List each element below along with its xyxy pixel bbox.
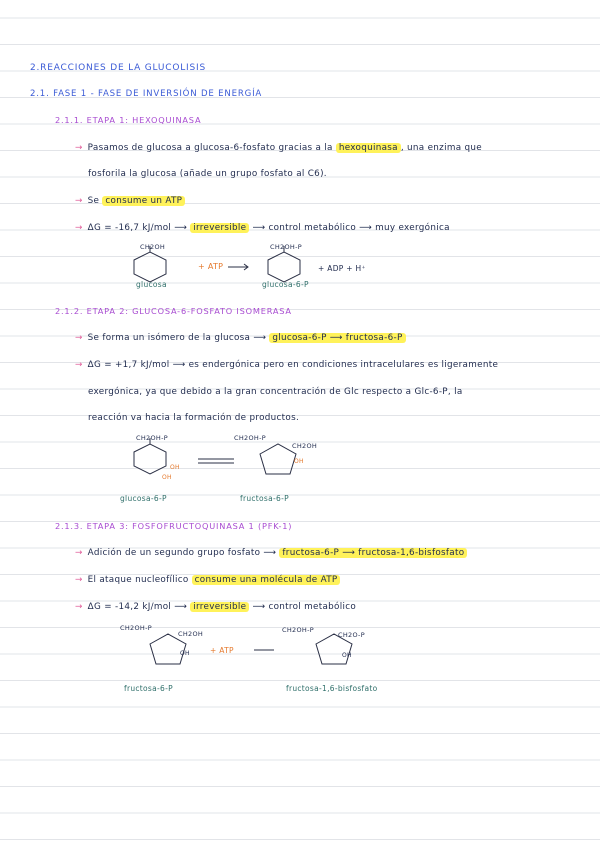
step3-line1: → Adición de un segundo grupo fosfato ⟶ fructosa-6-P ⟶ fructosa-1,6-bisfosfato <box>75 548 467 558</box>
bullet-arrow-icon: → <box>75 575 83 585</box>
step2-line1: → Se forma un isómero de la glucosa ⟶ glucosa-6-P ⟶ fructosa-6-P <box>75 333 406 343</box>
step2-reaction-figure <box>110 432 340 508</box>
step1-title: 2.1.1. ETAPA 1: HEXOQUINASA <box>55 115 202 125</box>
group-label: CH2OH-P <box>136 434 168 442</box>
right-name: fructosa-6-P <box>240 494 289 503</box>
highlight: irreversible <box>190 602 249 612</box>
bullet-arrow-icon: → <box>75 548 83 558</box>
left-name: fructosa-6-P <box>124 684 173 693</box>
step2-line2: → ΔG = +1,7 kJ/mol ⟶ es endergónica pero en condiciones intracelulares es ligeramente <box>75 360 499 370</box>
highlight: glucosa-6-P ⟶ fructosa-6-P <box>269 333 405 343</box>
bullet-arrow-icon: → <box>75 143 83 153</box>
bullet-arrow-icon: → <box>75 602 83 612</box>
reactant-name: glucosa <box>136 280 167 289</box>
group-label: CH2OH-P <box>282 626 314 634</box>
products-label: + ADP + H⁺ <box>318 264 366 273</box>
step3-line3: → ΔG = -14,2 kJ/mol ⟶ irreversible ⟶ control metabólico <box>75 602 357 612</box>
highlight: consume una molécula de ATP <box>192 575 341 585</box>
step3-line2: → El ataque nucleofílico consume una molécula de ATP <box>75 575 340 585</box>
left-name: glucosa-6-P <box>120 494 167 503</box>
highlight: hexoquinasa <box>336 143 401 153</box>
step2-line4: reacción va hacia la formación de productos. <box>88 413 300 423</box>
plus-atp: + ATP <box>198 262 224 271</box>
oh-label: OH <box>180 650 190 657</box>
step1-reaction-figure <box>120 240 420 292</box>
highlight: fructosa-6-P ⟶ fructosa-1,6-bisfosfato <box>279 548 467 558</box>
plus-atp: + ATP <box>210 646 234 655</box>
oh-label: OH <box>342 652 352 659</box>
step1-line3: → Se consume un ATP <box>75 196 185 206</box>
product-name: glucosa-6-P <box>262 280 309 289</box>
group-label: CH2OH <box>292 442 318 450</box>
bullet-arrow-icon: → <box>75 333 83 343</box>
highlight: irreversible <box>190 223 249 233</box>
group-label: CH2OH-P <box>120 624 152 632</box>
oh-label: OH <box>162 474 172 481</box>
step1-line2: fosforila la glucosa (añade un grupo fosfato al C6). <box>88 169 327 179</box>
step1-line4: → ΔG = -16,7 kJ/mol ⟶ irreversible ⟶ control metabólico ⟶ muy exergónica <box>75 223 450 233</box>
section-title: 2.REACCIONES DE LA GLUCOLISIS <box>30 63 206 73</box>
right-name: fructosa-1,6-bisfosfato <box>286 684 378 693</box>
group-label: CH2OH-P <box>234 434 266 442</box>
oh-label: OH <box>170 464 180 471</box>
step1-line1: → Pasamos de glucosa a glucosa-6-fosfato gracias a la hexoquinasa , una enzima que <box>75 143 482 153</box>
bullet-arrow-icon: → <box>75 223 83 233</box>
group-label: CH2O-P <box>338 631 365 639</box>
group-label: CH2OH <box>140 243 166 251</box>
group-label: CH2OH-P <box>270 243 302 251</box>
step2-line3: exergónica, ya que debido a la gran concentración de Glc respecto a Glc-6-P, la <box>88 387 463 397</box>
bullet-arrow-icon: → <box>75 360 83 370</box>
oh-label: OH <box>294 458 304 465</box>
phase-title: 2.1. FASE 1 - FASE DE INVERSIÓN DE ENERGÍA <box>30 89 263 99</box>
highlight: consume un ATP <box>102 196 185 206</box>
step3-reaction-figure <box>110 622 430 700</box>
step3-title: 2.1.3. ETAPA 3: FOSFOFRUCTOQUINASA 1 (PFK-1) <box>55 521 293 531</box>
bullet-arrow-icon: → <box>75 196 83 206</box>
group-label: CH2OH <box>178 630 204 638</box>
step2-title: 2.1.2. ETAPA 2: GLUCOSA-6-FOSFATO ISOMERASA <box>55 306 292 316</box>
